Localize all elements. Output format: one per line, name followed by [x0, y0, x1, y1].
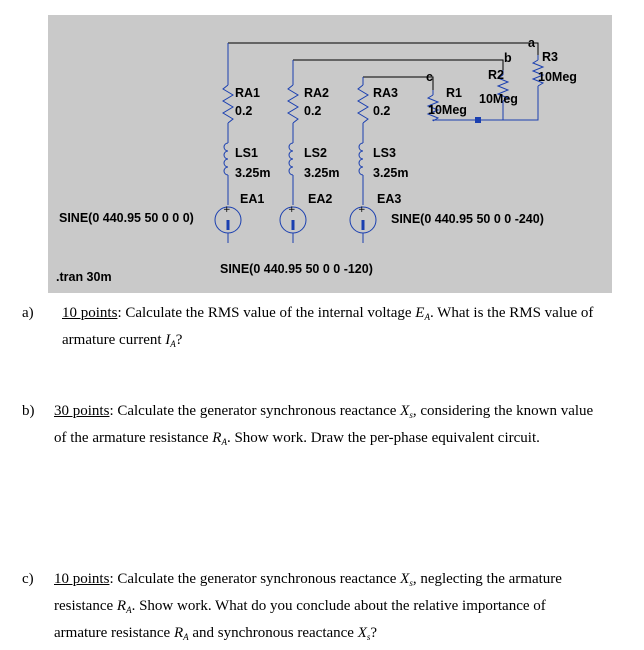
source-ea2-spec: SINE(0 440.95 50 0 0 -120): [220, 262, 373, 276]
question-c-text5: armature resistance: [54, 625, 174, 641]
var-x: X: [400, 403, 410, 419]
question-c-line2: [54, 595, 622, 622]
ra2-value: 0.2: [304, 104, 322, 118]
r1-label: R1: [446, 86, 462, 100]
question-b-text4: . Show work. Draw the per-phase equivalent circuit.: [226, 430, 540, 446]
var-e: E: [415, 305, 425, 321]
question-c-line1: [54, 568, 622, 595]
var-x: X: [357, 625, 367, 641]
svg-text:+: +: [223, 205, 231, 215]
var-x-sub: s: [409, 578, 413, 588]
ea1-label: EA1: [240, 192, 265, 206]
var-i: I: [165, 332, 171, 348]
node-b-label: b: [504, 51, 512, 65]
question-b-line2: [54, 427, 622, 454]
var-e-sub: A: [424, 312, 430, 322]
var-r: R: [173, 625, 184, 641]
question-c-text1: : Calculate the generator synchronous reactance: [109, 571, 401, 587]
question-c-body: [54, 568, 622, 649]
var-r: R: [212, 430, 222, 446]
question-b-text1: : Calculate the generator synchronous reactance: [109, 403, 401, 419]
question-b-text2: , considering the known value: [412, 403, 594, 419]
r3-label: R3: [542, 50, 558, 64]
ra3-value: 0.2: [373, 104, 391, 118]
var-r-sub: A: [126, 605, 132, 615]
question-c-text2: , neglecting the armature: [412, 571, 562, 587]
r2-label: R2: [488, 68, 504, 82]
question-a-text1: : Calculate the RMS value of the internal voltage: [117, 305, 416, 321]
r1-value: 10Meg: [428, 103, 467, 117]
question-b: [22, 400, 622, 450]
question-b-letter: b): [22, 403, 35, 419]
question-c: [22, 568, 622, 640]
source-ea1-spec: SINE(0 440.95 50 0 0 0): [59, 211, 194, 225]
question-b-points: 30 points: [54, 403, 110, 419]
question-a-text3: armature current: [62, 332, 166, 348]
node-c-label: c: [426, 70, 433, 84]
question-b-line1: [54, 400, 622, 427]
tran-directive: .tran 30m: [56, 270, 112, 284]
question-c-text7: ?: [370, 625, 378, 641]
svg-text:+: +: [358, 205, 366, 215]
question-a: [22, 302, 622, 352]
question-c-letter: c): [22, 571, 34, 587]
question-c-text4: . Show work. What do you conclude about the relative importance of: [131, 598, 546, 614]
svg-text:+: +: [288, 205, 296, 215]
ls1-label: LS1: [235, 146, 258, 160]
var-i-sub: A: [170, 339, 176, 349]
question-a-line1: [62, 302, 622, 329]
var-r: R: [116, 598, 127, 614]
r2-value: 10Meg: [479, 92, 518, 106]
ra1-value: 0.2: [235, 104, 253, 118]
question-b-text3: of the armature resistance: [54, 430, 213, 446]
ra2-label: RA2: [304, 86, 330, 100]
var-x-sub: s: [409, 410, 413, 420]
ra3-label: RA3: [373, 86, 399, 100]
question-c-text3: resistance: [54, 598, 117, 614]
ls1-value: 3.25m: [235, 166, 271, 180]
r3-value: 10Meg: [538, 70, 577, 84]
circuit-schematic: [48, 15, 612, 293]
question-a-line2: [62, 329, 622, 356]
ls2-label: LS2: [304, 146, 327, 160]
question-a-body: [62, 302, 622, 356]
ea2-label: EA2: [308, 192, 333, 206]
question-c-line3: [54, 622, 622, 649]
ls3-label: LS3: [373, 146, 396, 160]
ls2-value: 3.25m: [304, 166, 340, 180]
source-ea3-spec: SINE(0 440.95 50 0 0 -240): [391, 212, 544, 226]
ra1-label: RA1: [235, 86, 261, 100]
question-c-text6: and synchronous reactance: [188, 625, 358, 641]
var-x-sub: s: [366, 632, 371, 642]
node-a-label: a: [528, 36, 535, 50]
question-a-letter: a): [22, 305, 34, 321]
question-a-points: 10 points: [62, 305, 118, 321]
schematic-wiring: [48, 15, 612, 293]
question-a-text4: ?: [175, 332, 183, 348]
var-x: X: [400, 571, 410, 587]
ls3-value: 3.25m: [373, 166, 409, 180]
question-c-points: 10 points: [54, 571, 110, 587]
ea3-label: EA3: [377, 192, 402, 206]
var-r-sub: A: [221, 437, 227, 447]
var-r-sub: A: [183, 632, 189, 642]
question-b-body: [54, 400, 622, 454]
question-a-text2: . What is the RMS value of: [429, 305, 594, 321]
